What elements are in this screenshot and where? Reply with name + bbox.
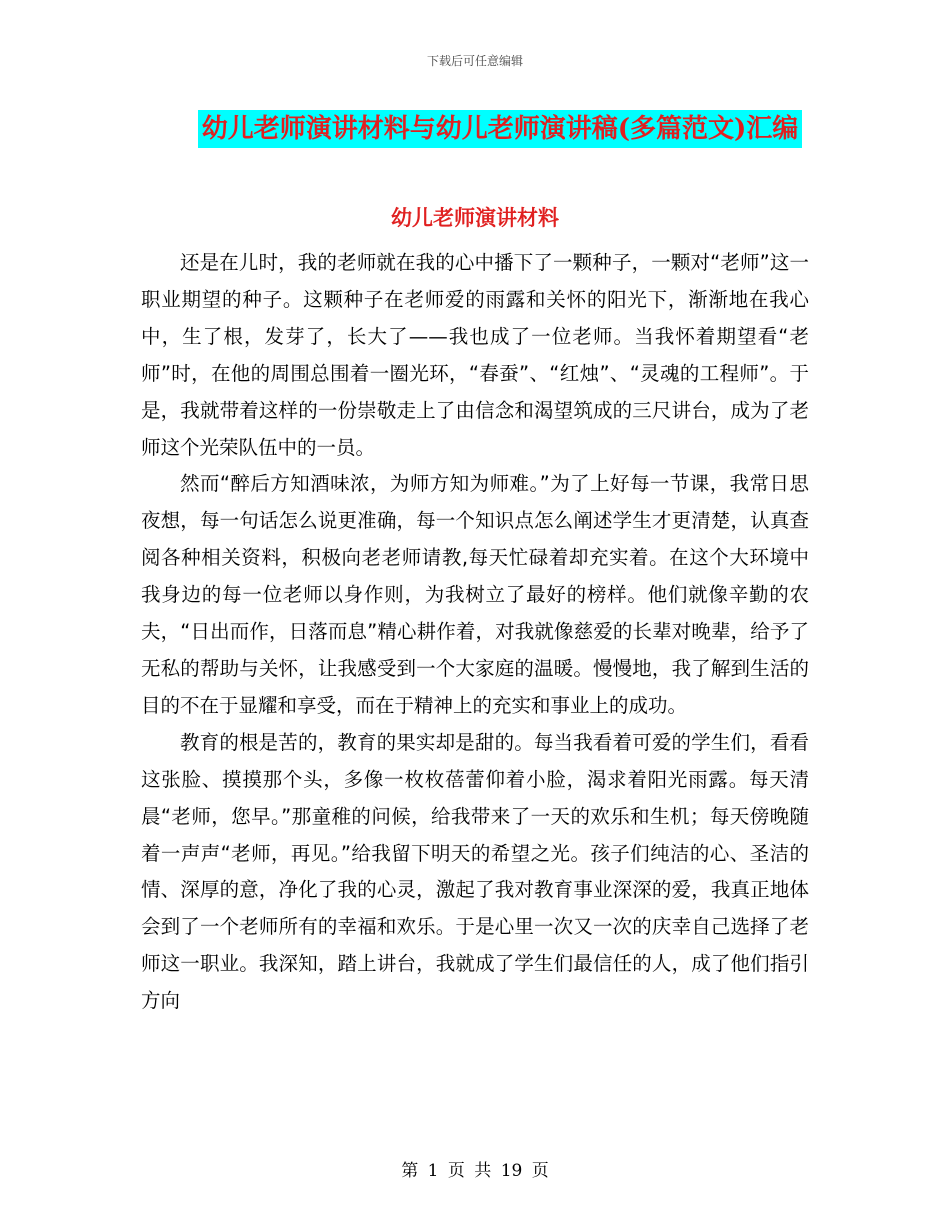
paragraph-1: 还是在儿时，我的老师就在我的心中播下了一颗种子，一颗对“老师”这一职业期望的种子。这颗种子在老师爱的雨露和关怀的阳光下，渐渐地在我心中，生了根，发芽了，长大了——我也成了一位老师。当我怀着期望看“老师”时，在他的周围总围着一圈光环，“春蚕”、“红烛”、“灵魂的工程师”。于是，我就带着这样的一份崇敬走上了由信念和渴望筑成的三尺讲台，成为了老师这个光荣队伍中的一员。 <box>141 251 809 459</box>
paragraph-2: 然而“醉后方知酒味浓，为师方知为师难。”为了上好每一节课，我常日思夜想，每一句话怎么说更准确，每一个知识点怎么阐述学生才更清楚，认真查阅各种相关资料，积极向老老师请教,每天忙碌着却充实着。在这个大环境中我身边的每一位老师以身作则，为我树立了最好的榜样。他们就像辛勤的农夫，“日出而作，日落而息”精心耕作着，对我就像慈爱的长辈对晚辈，给予了无私的帮助与关怀，让我感受到一个大家庭的温暖。慢慢地，我了解到生活的目的不在于显耀和享受，而在于精神上的充实和事业上的成功。 <box>141 472 809 717</box>
body-text <box>141 245 809 1020</box>
header-note: 下载后可任意编辑 <box>426 54 523 68</box>
document-title: 幼儿老师演讲材料与幼儿老师演讲稿(多篇范文)汇编 <box>198 110 803 148</box>
paragraph-3: 教育的根是苦的，教育的果实却是甜的。每当我看着可爱的学生们，看看这张脸、摸摸那个头，多像一枚枚蓓蕾仰着小脸，渴求着阳光雨露。每天清晨“老师，您早。”那童稚的问候，给我带来了一天的欢乐和生机；每天傍晚随着一声声“老师，再见。”给我留下明天的希望之光。孩子们纯洁的心、圣洁的情、深厚的意，净化了我的心灵，激起了我对教育事业深深的爱，我真正地体会到了一个老师所有的幸福和欢乐。于是心里一次又一次的庆幸自己选择了老师这一职业。我深知，踏上讲台，我就成了学生们最信任的人，成了他们指引方向 <box>141 730 809 1013</box>
document-title-wrapper <box>0 110 950 148</box>
page-footer: 第 1 页 共 19 页 <box>401 1161 549 1181</box>
section-title: 幼儿老师演讲材料 <box>391 205 559 230</box>
